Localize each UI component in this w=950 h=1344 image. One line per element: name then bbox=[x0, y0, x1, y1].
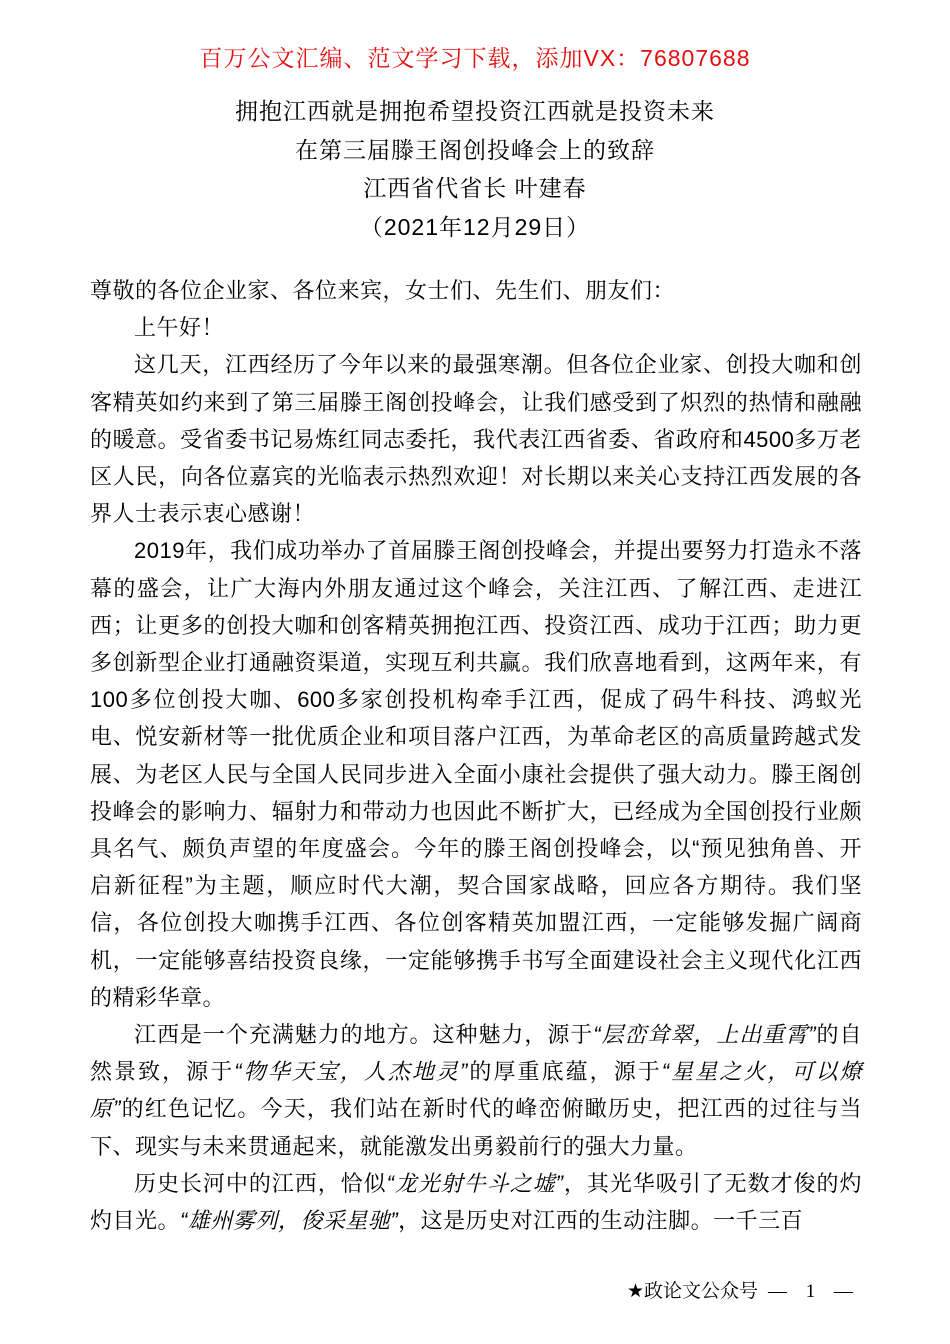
paragraph-text: 的厚重底蕴，源于 bbox=[467, 1059, 662, 1085]
paragraph bbox=[90, 532, 862, 1016]
paragraph-text: 的红色记忆。今天，我们站在新时代的峰峦俯瞰历史，把江西的过往与当下、现实与未来贯通起来，就能激发出勇毅前行的强大力量。 bbox=[90, 1096, 862, 1159]
classical-quote: “层峦耸翠，上出重霄” bbox=[593, 1022, 817, 1048]
document-title-line2: 在第三届滕王阁创投峰会上的致辞 bbox=[295, 136, 655, 163]
document-author: 江西省代省长 叶建春 bbox=[363, 175, 587, 201]
classical-quote: “雄州雾列，俊采星驰” bbox=[180, 1208, 399, 1234]
paragraph bbox=[90, 272, 862, 309]
paragraph bbox=[90, 1016, 862, 1165]
paragraph-text: 上午好！ bbox=[134, 315, 225, 341]
footer-source-label: ★政论文公众号 bbox=[626, 1281, 758, 1302]
classical-quote: “星星之火，可以燎原” bbox=[90, 1059, 862, 1122]
paragraph-text: 这几天，江西经历了今年以来的最强寒潮。但各位企业家、创投大咖和创客精英如约来到了第三届滕王阁创投峰会，让我们感受到了炽烈的热情和融融的暖意。受省委书记易炼红同志委托，我代表江西省委、省政府和4500多万老区人民，向各位嘉宾的光临表示热烈欢迎！对长期以来关心支持江西发展的各界人士表示衷心感谢！ bbox=[90, 352, 862, 527]
footer-page-marker: — 1 — bbox=[768, 1281, 853, 1302]
paragraph-text: ，这是历史对江西的生动注脚。一千三百 bbox=[398, 1208, 804, 1234]
paragraph bbox=[90, 309, 862, 346]
paragraph bbox=[90, 346, 862, 532]
document-body bbox=[90, 272, 862, 1239]
paragraph-text: 江西是一个充满魅力的地方。这种魅力，源于 bbox=[134, 1022, 594, 1048]
page-footer bbox=[627, 1280, 853, 1304]
paragraph-text: 2019年，我们成功举办了首届滕王阁创投峰会，并提出要努力打造永不落幕的盛会，让广大海内外朋友通过这个峰会，关注江西、了解江西、走进江西；让更多的创投大咖和创客精英拥抱江西、投资江西、成功于江西；助力更多创新型企业打通融资渠道，实现互利共赢。我们欣喜地看到，这两年来，有100多位创投大咖、600多家创投机构牵手江西，促成了码牛科技、鸿蚁光电、悦安新材等一批优质企业和项目落户江西，为革命老区的高质量跨越式发展、为老区人民与全国人民同步进入全面小康社会提供了强大动力。滕王阁创投峰会的影响力、辐射力和带动力也因此不断扩大，已经成为全国创投行业颇具名气、颇负声望的年度盛会。今年的滕王阁创投峰会，以“预见独角兽、开启新征程”为主题，顺应时代大潮，契合国家战略，回应各方期待。我们坚信，各位创投大咖携手江西、各位创客精英加盟江西，一定能够发掘广阔商机，一定能够喜结投资良缘，一定能够携手书写全面建设社会主义现代化江西的精彩华章。 bbox=[90, 538, 862, 1010]
paragraph-text: 尊敬的各位企业家、各位来宾，女士们、先生们、朋友们： bbox=[90, 278, 676, 303]
document-date: （2021年12月29日） bbox=[359, 213, 591, 240]
title-block bbox=[0, 92, 950, 246]
paragraph-text: 历史长河中的江西，恰似 bbox=[134, 1170, 387, 1196]
paragraph-text: ，其光华吸引了无数才俊的灼灼目光。 bbox=[90, 1170, 862, 1234]
header-notice: 百万公文汇编、范文学习下载，添加VX：76807688 bbox=[199, 45, 751, 71]
document-title-line1: 拥抱江西就是拥抱希望投资江西就是投资未来 bbox=[235, 98, 715, 124]
classical-quote: “物华天宝，人杰地灵” bbox=[234, 1059, 468, 1085]
paragraph-text: 的自然景致，源于 bbox=[90, 1022, 862, 1085]
classical-quote: “龙光射牛斗之墟” bbox=[386, 1170, 564, 1196]
paragraph bbox=[90, 1165, 862, 1239]
